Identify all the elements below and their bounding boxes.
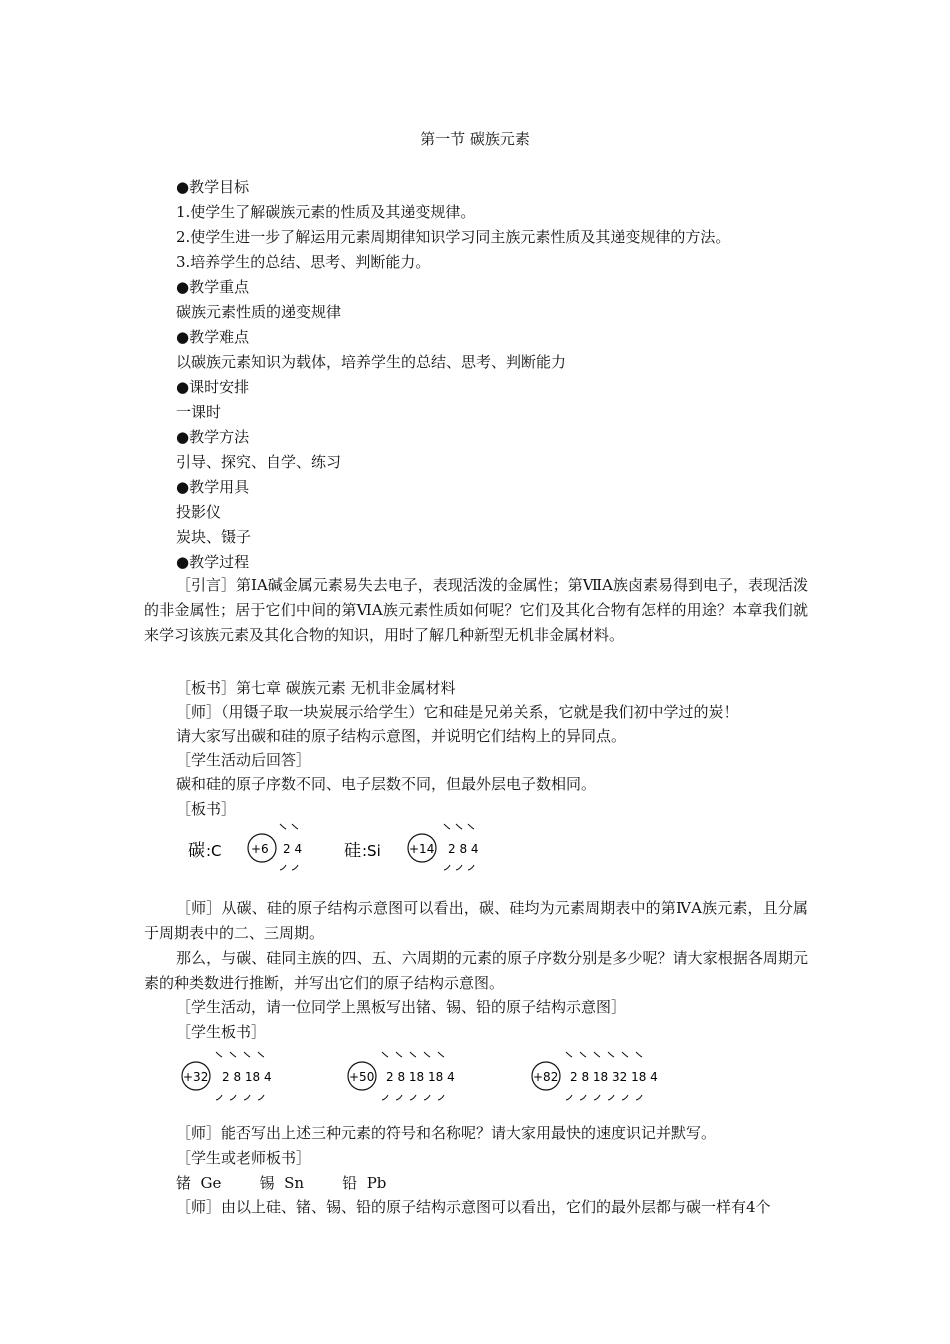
goals-heading: ●教学目标 <box>176 178 250 196</box>
carbon-shell-arcs-top <box>280 824 298 829</box>
silicon-symbol: :Si <box>362 842 381 860</box>
silicon-label: 硅 <box>344 841 361 861</box>
teacher-line-4: ［师］由以上硅、锗、锡、铅的原子结构示意图可以看出，它们的最外层都与碳一样有4个 <box>176 1198 771 1216</box>
element-names-line: 锗 Ge 锡 Sn 铅 Pb <box>176 1174 387 1192</box>
difficulty-heading: ●教学难点 <box>176 328 250 346</box>
board-heading-1: ［板书］第七章 碳族元素 无机非金属材料 <box>176 679 456 697</box>
schedule-heading: ●课时安排 <box>176 378 250 396</box>
carbon-label: 碳 <box>188 841 205 861</box>
silicon-nucleus: +14 <box>409 842 435 856</box>
sn-shell-arcs-top <box>382 1052 444 1057</box>
board-heading-3: ［学生或老师板书］ <box>176 1149 312 1167</box>
tools-heading: ●教学用具 <box>176 478 250 496</box>
ge-nucleus: +32 <box>183 1070 209 1084</box>
sn-shell-arcs-bottom <box>382 1095 444 1100</box>
student-answer: 碳和硅的原子序数不同、电子层数不同，但最外层电子数相同。 <box>176 775 597 793</box>
process-heading: ●教学过程 <box>176 553 250 571</box>
silicon-shell-arcs-bottom <box>444 865 474 870</box>
ge-shell-arcs-bottom <box>216 1095 264 1100</box>
question-paragraph: 那么，与碳、硅同主族的四、五、六周期的元素的原子序数分别是多少呢？请大家根据各周期元素的种类数进行推断，并写出它们的原子结构示意图。 <box>144 949 808 992</box>
page-title: 第一节 碳族元素 <box>420 130 530 148</box>
intro-paragraph: ［引言］第ⅠA碱金属元素易失去电子，表现活泼的金属性；第ⅦA族卤素易得到电子，表现活泼的非金属性；居于它们中间的第ⅥA族元素性质如何呢？它们及其化合物有怎样的用途？本章我们就来学习该族元素及其化合物的知识，用时了解几种新型无机非金属材料。 <box>144 576 808 644</box>
sn-shells: 2 8 18 18 4 <box>386 1070 455 1084</box>
board-heading-2: ［板书］ <box>176 800 237 818</box>
ge-sn-pb-diagram <box>176 1044 676 1106</box>
carbon-shells: 2 4 <box>283 842 303 856</box>
goal-item: 3.培养学生的总结、思考、判断能力。 <box>176 253 431 271</box>
difficulty-text: 以碳族元素知识为载体，培养学生的总结、思考、判断能力 <box>176 353 567 371</box>
method-heading: ●教学方法 <box>176 428 250 446</box>
sn-nucleus: +50 <box>349 1070 375 1084</box>
student-activity: ［学生活动，请一位同学上黑板写出锗、锡、铅的原子结构示意图］ <box>176 998 627 1016</box>
student-answer-label: ［学生活动后回答］ <box>176 751 312 769</box>
key-text: 碳族元素性质的递变规律 <box>176 303 342 321</box>
silicon-shells: 2 8 4 <box>448 842 479 856</box>
carbon-silicon-diagram <box>176 818 516 880</box>
method-text: 引导、探究、自学、练习 <box>176 453 342 471</box>
teacher-line-1b: 请大家写出碳和硅的原子结构示意图，并说明它们结构上的异同点。 <box>176 727 627 745</box>
ge-shells: 2 8 18 4 <box>222 1070 272 1084</box>
goal-item: 2.使学生进一步了解运用元素周期律知识学习同主族元素性质及其递变规律的方法。 <box>176 228 731 246</box>
pb-shells: 2 8 18 32 18 4 <box>570 1070 658 1084</box>
tool-item: 炭块、镊子 <box>176 528 252 546</box>
teacher-paragraph-2: ［师］从碳、硅的原子结构示意图可以看出，碳、硅均为元素周期表中的第ⅣA族元素，且分属于周期表中的二、三周期。 <box>144 899 808 942</box>
goal-item: 1.使学生了解碳族元素的性质及其递变规律。 <box>176 203 476 221</box>
key-heading: ●教学重点 <box>176 278 250 296</box>
pb-shell-arcs-top <box>566 1052 642 1057</box>
silicon-shell-arcs-top <box>444 824 474 829</box>
schedule-text: 一课时 <box>176 403 222 421</box>
carbon-shell-arcs-bottom <box>280 865 298 870</box>
pb-shell-arcs-bottom <box>566 1095 642 1100</box>
carbon-symbol: :C <box>206 842 222 860</box>
tool-item: 投影仪 <box>176 503 222 521</box>
pb-nucleus: +82 <box>533 1070 559 1084</box>
teacher-line-3: ［师］能否写出上述三种元素的符号和名称呢？请大家用最快的速度识记并默写。 <box>176 1124 717 1142</box>
teacher-line-1a: ［师］（用镊子取一块炭展示给学生）它和硅是兄弟关系，它就是我们初中学过的炭！ <box>176 703 739 721</box>
ge-shell-arcs-top <box>216 1052 264 1057</box>
carbon-nucleus: +6 <box>251 842 269 856</box>
student-board: ［学生板书］ <box>176 1023 267 1041</box>
